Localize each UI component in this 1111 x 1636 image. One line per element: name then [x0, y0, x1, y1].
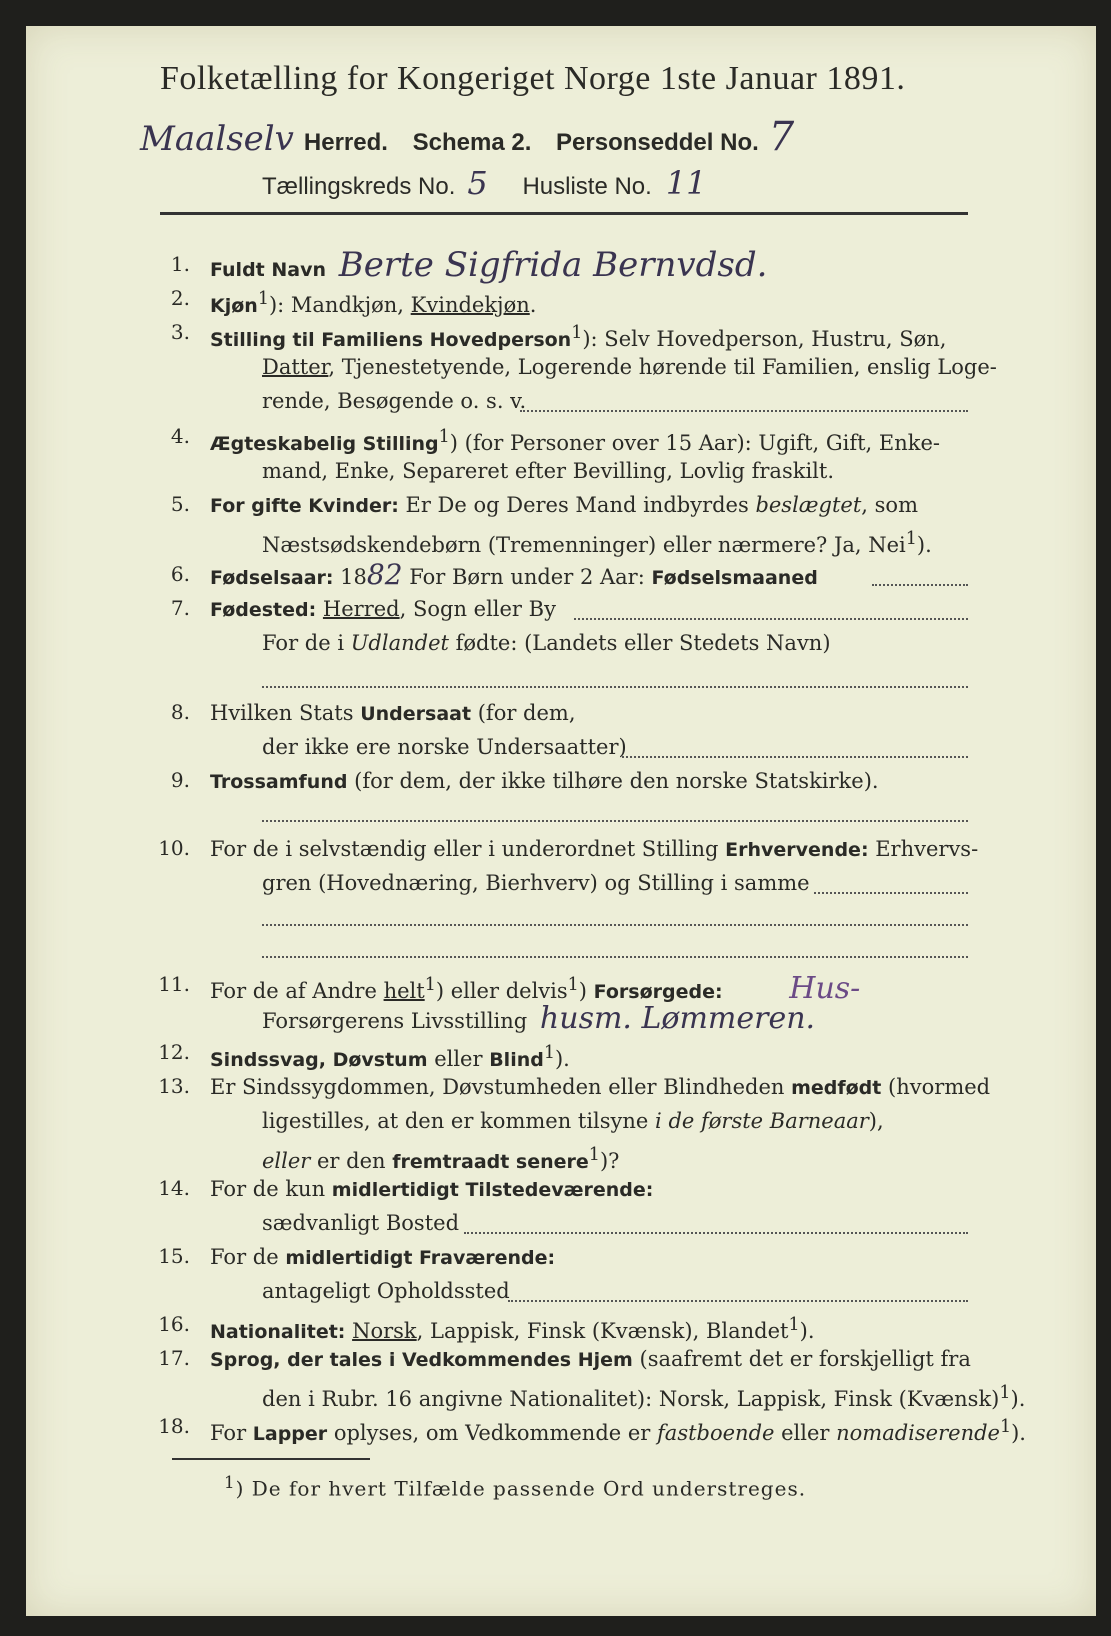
footnote-mark: 1	[438, 427, 450, 447]
birth-month-label: Fødselsmaaned	[651, 567, 818, 589]
temporary-absent-prefix: For de	[210, 1245, 286, 1269]
family-position-options-2: , Tjenestetyende, Logerende hørende til Familien, enslig Loge-	[328, 355, 997, 379]
item-13-line-3	[262, 1142, 619, 1175]
temporary-present-prefix: For de kun	[210, 1177, 332, 1201]
item-9	[210, 768, 879, 795]
sex-selected-option: Kvindekjøn	[410, 293, 530, 317]
lapps-prefix: For	[210, 1421, 253, 1445]
supporter-occupation-value: husm. Lømmeren.	[539, 1001, 816, 1036]
abroad-question: fødte: (Landets eller Stedets Navn)	[448, 631, 831, 655]
item-11-line-2	[262, 1001, 816, 1036]
footnote-rule	[172, 1458, 370, 1460]
birth-year-prefix: 18	[333, 565, 367, 589]
religion-question: (for dem, der ikke tilhøre den norske Statskirke).	[347, 769, 879, 793]
footnote-mark: 1	[424, 975, 436, 995]
item-16: Nationalitet: Norsk, Lappisk, Finsk (Kvænsk), Blandet$^1$).	[210, 1315, 815, 1343]
item-14-line-2: sædvanligt Bosted	[262, 1211, 460, 1235]
married-women-question-end: , som	[861, 493, 918, 517]
item-4-line-2: mand, Enke, Separeret efter Bevilling, Lovlig fraskilt.	[262, 459, 835, 483]
supported-label: Forsørgede:	[593, 981, 723, 1003]
later-label: fremtraadt senere	[392, 1151, 589, 1173]
item-number-5: 5.	[170, 492, 190, 516]
related-word: beslægtet	[755, 493, 862, 517]
supported-prefix: For de af Andre	[210, 979, 384, 1003]
nationality-selected: Norsk	[352, 1319, 417, 1343]
item-number-18: 18.	[158, 1414, 190, 1438]
under-two-label: For Børn under 2 Aar:	[402, 565, 652, 589]
item-3-line-2	[262, 354, 997, 380]
occupation-label: Erhvervende:	[725, 839, 869, 861]
congenital-suffix: (hvormed	[881, 1075, 991, 1099]
personseddel-label: Personseddel No.	[556, 129, 759, 156]
item-number-1: 1.	[170, 252, 190, 276]
item-13-line-1	[210, 1074, 990, 1101]
settled-option: fastboende	[657, 1421, 775, 1445]
dotted-line	[814, 892, 968, 894]
sex-label: Kjøn	[210, 295, 258, 317]
item-17-line-1	[210, 1346, 971, 1373]
occupation-suffix: Erhvervs-	[868, 837, 979, 861]
abroad-prefix: For de i	[262, 631, 351, 655]
item-4-line-1	[210, 424, 940, 457]
personseddel-number: 7	[768, 114, 795, 160]
item-2	[210, 286, 536, 319]
footnote-mark: 1	[543, 1043, 555, 1063]
footnote-mark: 1	[257, 289, 269, 309]
footnote-mark: 1	[567, 975, 579, 995]
citizenship-label: Undersaat	[360, 703, 472, 725]
item-8-line-1	[210, 700, 576, 727]
congenital-question: Er Sindssygdommen, Døvstumheden eller Blindheden	[210, 1075, 792, 1099]
family-position-label: Stilling til Familiens Hovedperson	[210, 329, 572, 351]
kreds-row	[262, 164, 707, 202]
disability-label: Sindssvag, Døvstum	[210, 1049, 428, 1071]
language-options: den i Rubr. 16 angivne Nationalitet): Norsk, Lappisk, Finsk (Kvænsk)	[262, 1387, 1000, 1411]
citizenship-question: (for dem,	[471, 701, 576, 725]
item-number-13: 13.	[158, 1074, 190, 1098]
dotted-line	[520, 410, 968, 412]
kreds-number: 5	[467, 164, 488, 202]
dotted-line	[262, 956, 968, 958]
footnote-mark: 1	[571, 323, 583, 343]
marital-status-label: Ægteskabelig Stilling	[210, 433, 439, 455]
item-number-9: 9.	[170, 768, 190, 792]
blind-label: Blind	[489, 1049, 544, 1071]
abroad-word: Udlandet	[350, 631, 449, 655]
birth-year-label: Fødselsaar:	[210, 567, 334, 589]
nationality-options: , Lappisk, Finsk (Kvænsk), Blandet	[416, 1319, 789, 1343]
item-10-line-2: gren (Hovednæring, Bierhverv) og Stilling i samme	[262, 871, 810, 895]
sex-options-text: ): Mandkjøn,	[268, 293, 411, 317]
dotted-line	[262, 924, 968, 926]
lapps-question: oplyses, om Vedkommende er	[327, 1421, 658, 1445]
supported-value: Hus-	[789, 971, 861, 1006]
footnote-number: 1	[224, 1473, 236, 1492]
family-position-options: ): Selv Hovedperson, Hustru, Søn,	[582, 327, 947, 351]
item-number-2: 2.	[170, 286, 190, 310]
disability-end: ).	[554, 1047, 570, 1071]
item-7-line-2	[262, 630, 831, 656]
item-number-11: 11.	[158, 972, 190, 996]
item-3-line-3: rende, Besøgende o. s. v.	[262, 389, 527, 413]
supporter-occupation-label: Forsørgerens Livsstilling	[262, 1009, 528, 1033]
disability-or: eller	[427, 1047, 490, 1071]
later-prefix: er den	[310, 1149, 393, 1173]
item-15-line-2: antageligt Opholdssted	[262, 1279, 510, 1303]
married-women-question: Er De og Deres Mand indbyrdes	[398, 493, 756, 517]
footnote-mark: 1	[999, 1417, 1012, 1437]
dotted-line	[464, 1232, 968, 1234]
item-18: For Lapper oplyses, om Vedkommende er fastboende eller nomadiserende$^1$).	[210, 1417, 1026, 1445]
item-number-4: 4.	[170, 424, 190, 448]
header-rule	[160, 212, 968, 215]
married-women-label: For gifte Kvinder:	[210, 495, 399, 517]
schema-label: Schema 2.	[412, 129, 532, 156]
footnote-mark: 1	[905, 529, 917, 549]
form-title: Folketælling for Kongeriget Norge 1ste Januar 1891.	[160, 60, 906, 97]
item-number-14: 14.	[158, 1176, 190, 1200]
occupation-prefix: For de i selvstændig eller i underordnet Stilling	[210, 837, 726, 861]
supported-fully: helt	[383, 979, 425, 1003]
footnote-mark: 1	[788, 1315, 800, 1335]
birthplace-options: , Sogn eller By	[399, 597, 556, 621]
item-15-line-1	[210, 1244, 555, 1271]
item-13-line-2	[262, 1108, 884, 1134]
item-number-10: 10.	[158, 836, 190, 860]
item-number-16: 16.	[158, 1312, 190, 1336]
herred-handwritten: Maalselv	[140, 119, 294, 159]
or-word: eller	[262, 1149, 311, 1173]
item-number-12: 12.	[158, 1040, 190, 1064]
nationality-label: Nationalitet:	[210, 1321, 346, 1343]
birth-year-value: 82	[366, 558, 403, 591]
language-label: Sprog, der tales i Vedkommendes Hjem	[210, 1349, 633, 1371]
item-5-line-2: Næstsødskendebørn (Tremenninger) eller nærmere? Ja, Nei$^1$).	[262, 529, 932, 557]
item-number-8: 8.	[170, 700, 190, 724]
footnote-text: ) De for hvert Tilfælde passende Ord understreges.	[235, 1476, 807, 1501]
lapps-or: eller	[774, 1421, 837, 1445]
item-10-line-1	[210, 836, 978, 863]
item-12	[210, 1040, 570, 1073]
item-8-line-2: der ikke ere norske Undersaatter)	[262, 735, 627, 759]
dotted-line	[872, 584, 968, 586]
item-17-line-2: den i Rubr. 16 angivne Nationalitet): Norsk, Lappisk, Finsk (Kvænsk)$^1$).	[262, 1383, 1026, 1411]
marital-status-options: ) (for Personer over 15 Aar): Ugift, Gift, Enke-	[449, 431, 940, 455]
lapps-label: Lapper	[252, 1423, 328, 1445]
childhood-years: i de første Barneaar	[655, 1109, 869, 1133]
nomadic-option: nomadiserende	[836, 1421, 1000, 1445]
item-number-3: 3.	[170, 320, 190, 344]
citizenship-prefix: Hvilken Stats	[210, 701, 361, 725]
birthplace-selected: Herred	[322, 597, 400, 621]
childhood-question: ligestilles, at den er kommen tilsyne	[262, 1109, 656, 1133]
temporary-present-label: midlertidigt Tilstedeværende:	[331, 1179, 654, 1201]
dotted-line	[262, 686, 968, 688]
kreds-label: Tællingskreds No.	[262, 173, 456, 200]
birthplace-label: Fødested:	[210, 599, 317, 621]
item-5-line-1	[210, 492, 918, 519]
item-number-15: 15.	[158, 1244, 190, 1268]
item-number-17: 17.	[158, 1346, 190, 1370]
husliste-label: Husliste No.	[522, 173, 652, 200]
footnote-mark: 1	[588, 1145, 600, 1165]
herred-label: Herred.	[303, 129, 388, 156]
item-number-6: 6.	[170, 562, 190, 586]
supported-partly: ) eller delvis	[435, 979, 568, 1003]
herred-row	[140, 114, 795, 160]
footnote	[224, 1470, 806, 1502]
religion-label: Trossamfund	[210, 771, 348, 793]
item-number-7: 7.	[170, 596, 190, 620]
full-name-value: Berte Sigfrida Bernvdsd.	[338, 245, 768, 285]
dotted-line	[508, 1300, 968, 1302]
later-end: )?	[599, 1149, 620, 1173]
item-1	[210, 245, 768, 285]
childhood-end: ),	[868, 1109, 884, 1133]
item-6	[210, 558, 818, 591]
dotted-line	[262, 820, 968, 822]
sex-period: .	[529, 293, 537, 317]
congenital-label: medfødt	[791, 1077, 882, 1099]
family-position-selected: Datter	[262, 355, 329, 379]
dotted-line	[622, 756, 968, 758]
supported-paren: )	[578, 979, 594, 1003]
language-question: (saafremt det er forskjelligt fra	[632, 1347, 971, 1371]
dotted-line	[574, 618, 968, 620]
temporary-absent-label: midlertidigt Fraværende:	[285, 1247, 556, 1269]
item-3-line-1	[210, 320, 946, 353]
footnote-mark: 1	[999, 1383, 1011, 1403]
full-name-label: Fuldt Navn	[210, 259, 327, 281]
item-7-line-1	[210, 596, 556, 623]
item-14-line-1	[210, 1176, 653, 1203]
husliste-number: 11	[665, 164, 707, 202]
cousins-question: Næstsødskendebørn (Tremenninger) eller nærmere? Ja, Nei	[262, 533, 906, 557]
